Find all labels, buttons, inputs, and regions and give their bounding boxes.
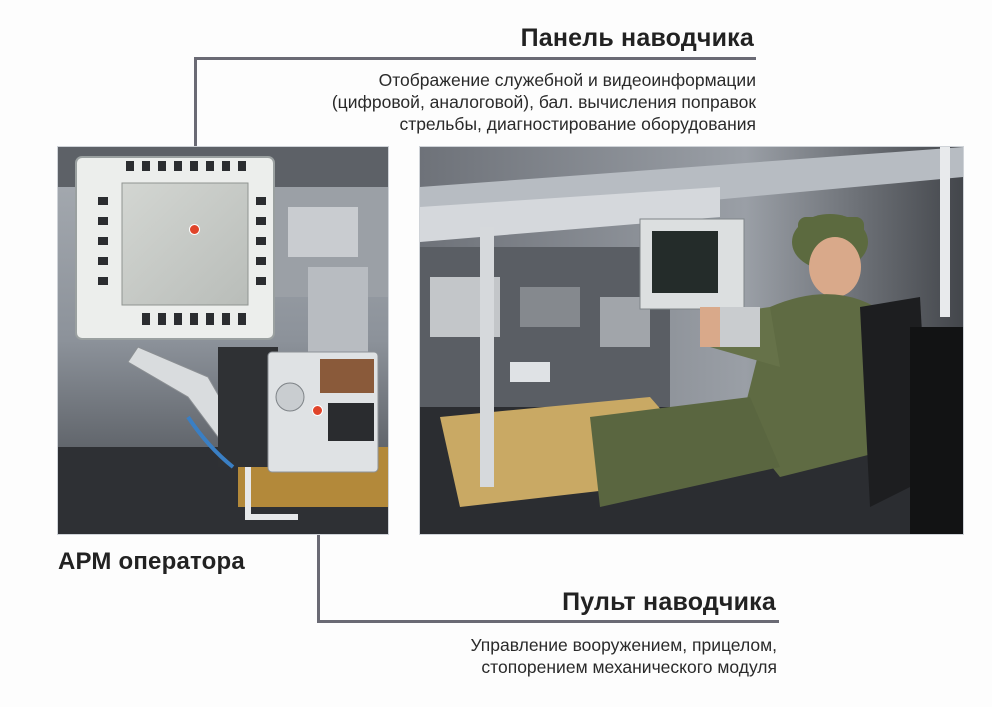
gunner-console-description-line: Управление вооружением, прицелом, [470, 635, 777, 655]
gunner-station-photo [420, 147, 963, 534]
gunner-console-description-line: стопорением механического модуля [481, 657, 777, 677]
gunner-panel-description-line: (цифровой, аналоговой), бал. вычисления поправок [331, 92, 756, 112]
gunner-panel-description-line: стрельбы, диагностирование оборудования [399, 114, 756, 134]
operator-station-title: АРМ оператора [58, 548, 245, 575]
gunner-station-illustration [420, 147, 963, 534]
gunner-console-title: Пульт наводчика [562, 588, 776, 616]
console-callout-line-horizontal [317, 620, 779, 623]
panel-callout-line-horizontal [194, 57, 756, 60]
operator-workstation-photo [58, 147, 388, 534]
gunner-panel-description-line: Отображение служебной и видеоинформации [378, 70, 756, 90]
gunner-panel-description [332, 69, 756, 135]
panel-marker-dot [189, 224, 200, 235]
operator-workstation-illustration [58, 147, 388, 534]
gunner-console-unit [268, 352, 378, 472]
console-marker-dot [312, 405, 323, 416]
gunner-display-panel [640, 219, 744, 309]
gunner-panel-title: Панель наводчика [520, 24, 754, 52]
gunner-console-description [470, 634, 777, 678]
gunner-display-panel [76, 157, 274, 339]
